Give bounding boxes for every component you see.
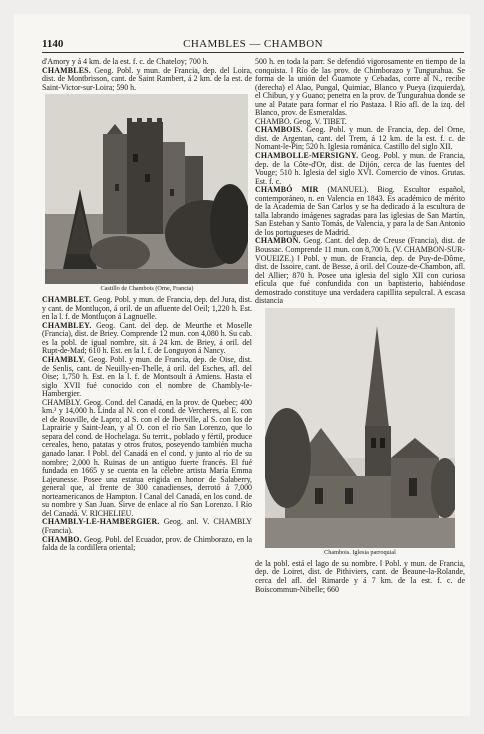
entry-chambon: [255, 237, 465, 305]
right-column: [255, 58, 465, 594]
entry-chambon-continuation: de la pobl. está el lago de su nombre. ‖ Pobl. y mun. de Francia, dep. de Loiret, dist. de Pithiviers, cant. de Beaune-la-Rolande, cerca del afl. del Rimarde y á 7 km. de la est. f. c. de Boiscommun-Nibelle; 660: [255, 558, 465, 594]
entry-continuation: d'Amory y á 4 km. de la est. f. c. de Chateloy; 700 h.: [42, 57, 209, 66]
entry-text: Geog. Pobl. y mun. de Francia, dep. del Loira, dist. de Montbrisson, cant. de Saint Rambert, á 2 km. de la est. de Saint-Victor-sur-Loira; 590 h.: [42, 65, 252, 92]
headword: CHAMBOIS.: [255, 125, 303, 135]
headword: CHAMBLY.: [42, 355, 86, 365]
header-rule: [42, 52, 464, 53]
entry-chambly: [42, 356, 252, 399]
entry-text: Geog. Pobl. y mun. de Francia, dep. de Oise, dist. de Senlis, cant. de Neuilly-en-Thelle, á oril. del Esches, afl. del Oise; 1,750 h. Est. en la l. f. de Montsoult á Amiens. Hasta el siglo XVII fué conocido con el nombre de Chambly-le-Hambergier.: [42, 355, 252, 399]
entry-chambolle-mersigny: [255, 152, 465, 186]
entry-chambo-mir: [255, 186, 465, 237]
figure-caption-church: Chambois. Iglesia parroquial: [324, 548, 396, 556]
entry-text: Geog. Pobl. y mun. de Francia, dep. del Orne, dist. de Argentan, cant. del Trem, á 12 km. de la est. f. c. de Nomant-le-Pin; 520 h. Iglesia románica. Castillo del siglo XII.: [255, 125, 465, 152]
entry-chambo-continuation: 500 h. en toda la parr. Se defendió vigorosamente en tiempo de la conquista. ‖ Río de las prov. de Chimborazo y Tungurahua. Se forma de la unión del Guamote y Cebadas, corre al N., recibe (derecha) el Alao, Pungal, Quimiac, Blanco y Pueya (izquierda), el Chibun, y y Guano; penetra en la prov. de Tungurahua donde se une al Patate para formar el río Pastaza. ‖ Río afl. de la izq. del Blanco, prov. de Esmeraldas.: [255, 57, 465, 118]
headword: CHAMBLES.: [42, 65, 91, 75]
church-photo: [265, 308, 455, 548]
entry-text: Geog. anl. V. CHAMBLY (Francia).: [42, 517, 252, 535]
entry-chambo: [42, 536, 252, 553]
entry-chambo-ref: CHAMBO. Geog. V. TIBET.: [255, 116, 347, 126]
entry-text: Geog. Pobl. y mun. de Francia, dep. del Jura, dist. y cant. de Montluçon, á oril. de un afluente del Oeil; 1,220 h. Est. en la l. f. de Montluçon á Lagnuelle.: [42, 295, 252, 322]
figure-caption-castle: Castillo de Chambois (Orne, Francia): [100, 285, 194, 293]
page-number: 1140: [42, 38, 64, 50]
headword: CHAMBÓ MIR: [255, 185, 319, 195]
entry-text: Geog. Pobl. y mun. de Francia, dep. de la Côte-d'Or, dist. de Dijón, cerca de las fuentes del Vouge; 510 h. Iglesia del siglo XVI. Comercio de vinos. Grutas. Est. f. c.: [255, 151, 465, 186]
headword: CHAMBLET.: [42, 295, 92, 305]
entry-text: Geog. Cant. del dep. de Creuse (Francia), dist. de Boussac. Comprende 11 mun. con 8,700 h. (V. CHAMBON-SUR-VOUEIZE.) ‖ Pobl. y mun. de Francia, dep. de Puy-de-Dôme, dist. de Issoire, cant. de Besse, á oril. del Couze-de-Chambon, afl. del Allier; 870 h. Posee una iglesia del siglo XII con curiosa efícula que fué confundida con un baptisterio, habiéndose demostrado constituye una verdadera capillita sepulcral. A escasa distancia: [255, 236, 465, 306]
headword: CHAMBLY.: [42, 397, 82, 407]
headword: CHAMBON.: [255, 236, 301, 246]
entry-text: Geog. Pobl. del Ecuador, prov. de Chimborazo, en la falda de la cordillera oriental;: [42, 534, 252, 553]
entry-text: (MANUEL). Biog. Escultor español, contemporáneo, n. en Valencia en 1843. Es académico de mérito de la Academia de San Carlos y se ha dedicado á la escultura de talla labrando imágenes sagradas para las iglesias de San Martín, San Esteban y Santo Tomás, de Valencia, y para la de San Antonio de los portugueses de Madrid.: [255, 185, 465, 237]
entry-chamblet: [42, 296, 252, 322]
headword: CHAMBO.: [42, 534, 82, 544]
entry-text: Geog. Cant. del dep. de Meurthe et Moselle (Francia), dist. de Briey. Comprende 12 mun. con 4,080 h. Su cab. es la pobl. de igual nombre, sit. á 24 km. de Briey, á oril. del Rupt-de-Mad; 610 h. Est. en la l. f. de Longuyon á Nancy.: [42, 320, 252, 356]
running-head: CHAMBLES — CHAMBON: [183, 38, 323, 50]
headword: CHAMBLY-LE-HAMBERGIER.: [42, 517, 160, 527]
entry-chambly-canada: [42, 399, 252, 519]
entry-chambois: [255, 126, 465, 152]
headword: CHAMBOLLE-MERSIGNY.: [255, 151, 359, 161]
dictionary-page: [14, 14, 470, 716]
castle-photo: [45, 94, 248, 284]
left-column: [42, 58, 252, 553]
entry-text: Geog. Cond. del Canadá, en la prov. de Quebec; 400 km.² y 14,000 h. Linda al N. con el cond. de Vercheres, al E. con el de Rouville, de Lapro; al S. con el de Iberville, al S. con los de Laprairie y Saint-Jean, y al O. con el río San Lorenzo, que lo separa del cond. de Hochelaga. Su territ., poblado y fértil, produce cereales, heno, patatas y otros frutos, poseyendo también mucha ganado lanar. ‖ Pobl. del Canadá en el cond. y junto al río de su nombre; 2,000 h. Ruinas de un antiguo fuerte francés. El fué fundada en 1665 y se cuenta en la célebre artista María Emma Lajeunesse. Posee una estatua erigida en honor de Salaberry, general que, al frente de 300 canadienses, derrotó á 7,000 norteamericanos de Hampton. ‖ Canal del Canadá, en los cond. de su nombre y San Juan. Sirve de enlace al río San Lorenzo. ‖ Río del Canadá. V. RICHELIEU.: [42, 397, 252, 518]
page-header: [42, 37, 464, 51]
headword: CHAMBLEY.: [42, 320, 92, 330]
entry-chambly-le-hambergier: [42, 518, 252, 535]
entry-chambles: [42, 67, 252, 93]
entry-chambley: [42, 322, 252, 356]
